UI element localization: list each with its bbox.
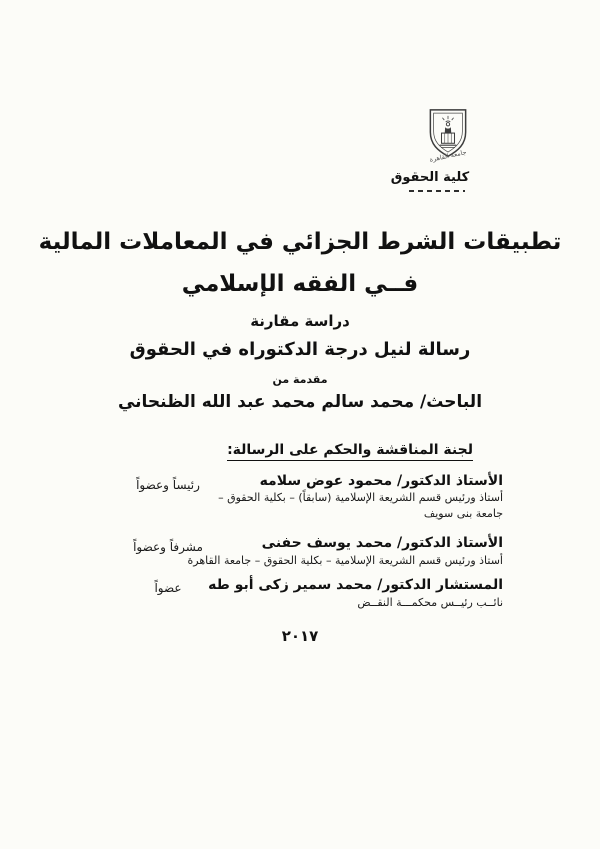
committee-heading: لجنة المناقشة والحكم على الرسالة: — [227, 442, 473, 461]
thesis-title-line2: فــي الفقه الإسلامي — [181, 271, 419, 297]
committee-member-3-role: عضواً — [154, 581, 182, 595]
committee-member-2-role: مشرفاً وعضواً — [133, 540, 203, 554]
degree-statement: رسالة لنيل درجة الدكتوراه في الحقوق — [129, 339, 471, 360]
study-type-subtitle: دراسة مقارنة — [250, 312, 350, 330]
faculty-label: كلية الحقوق — [390, 170, 470, 185]
committee-member-2-name: الأستاذ الدكتور/ محمد يوسف حفنى — [261, 535, 503, 551]
committee-member-3-name: المستشار الدكتور/ محمد سمير زكى أبو طه — [208, 577, 503, 593]
thesis-title-line1: تطبيقات الشرط الجزائي في المعاملات المالية — [38, 229, 562, 255]
committee-member-1-role: رئيساً وعضواً — [136, 478, 200, 492]
committee-member-1-description: أستاذ ورئيس قسم الشريعة الإسلامية (سابقاً) – بكلية الحقوق – — [218, 491, 503, 504]
year-label: ٢٠١٧ — [281, 627, 319, 645]
researcher-name: الباحث/ محمد سالم محمد عبد الله الظنحاني — [117, 392, 483, 412]
committee-member-1-name: الأستاذ الدكتور/ محمود عوض سلامه — [259, 473, 503, 489]
faculty-divider — [409, 190, 465, 192]
presented-by-label: مقدمة من — [272, 373, 328, 386]
committee-member-1-description-secondary: جامعة بنى سويف — [423, 507, 503, 520]
committee-member-3-description: نائــب رئيــس محكمـــة النقــض — [357, 596, 503, 609]
emblem-ribbon-label: جامعة القاهرة — [428, 148, 468, 164]
committee-member-2-description: أستاذ ورئيس قسم الشريعة الإسلامية – بكلية الحقوق – جامعة القاهرة — [187, 554, 503, 567]
university-emblem — [424, 108, 472, 170]
